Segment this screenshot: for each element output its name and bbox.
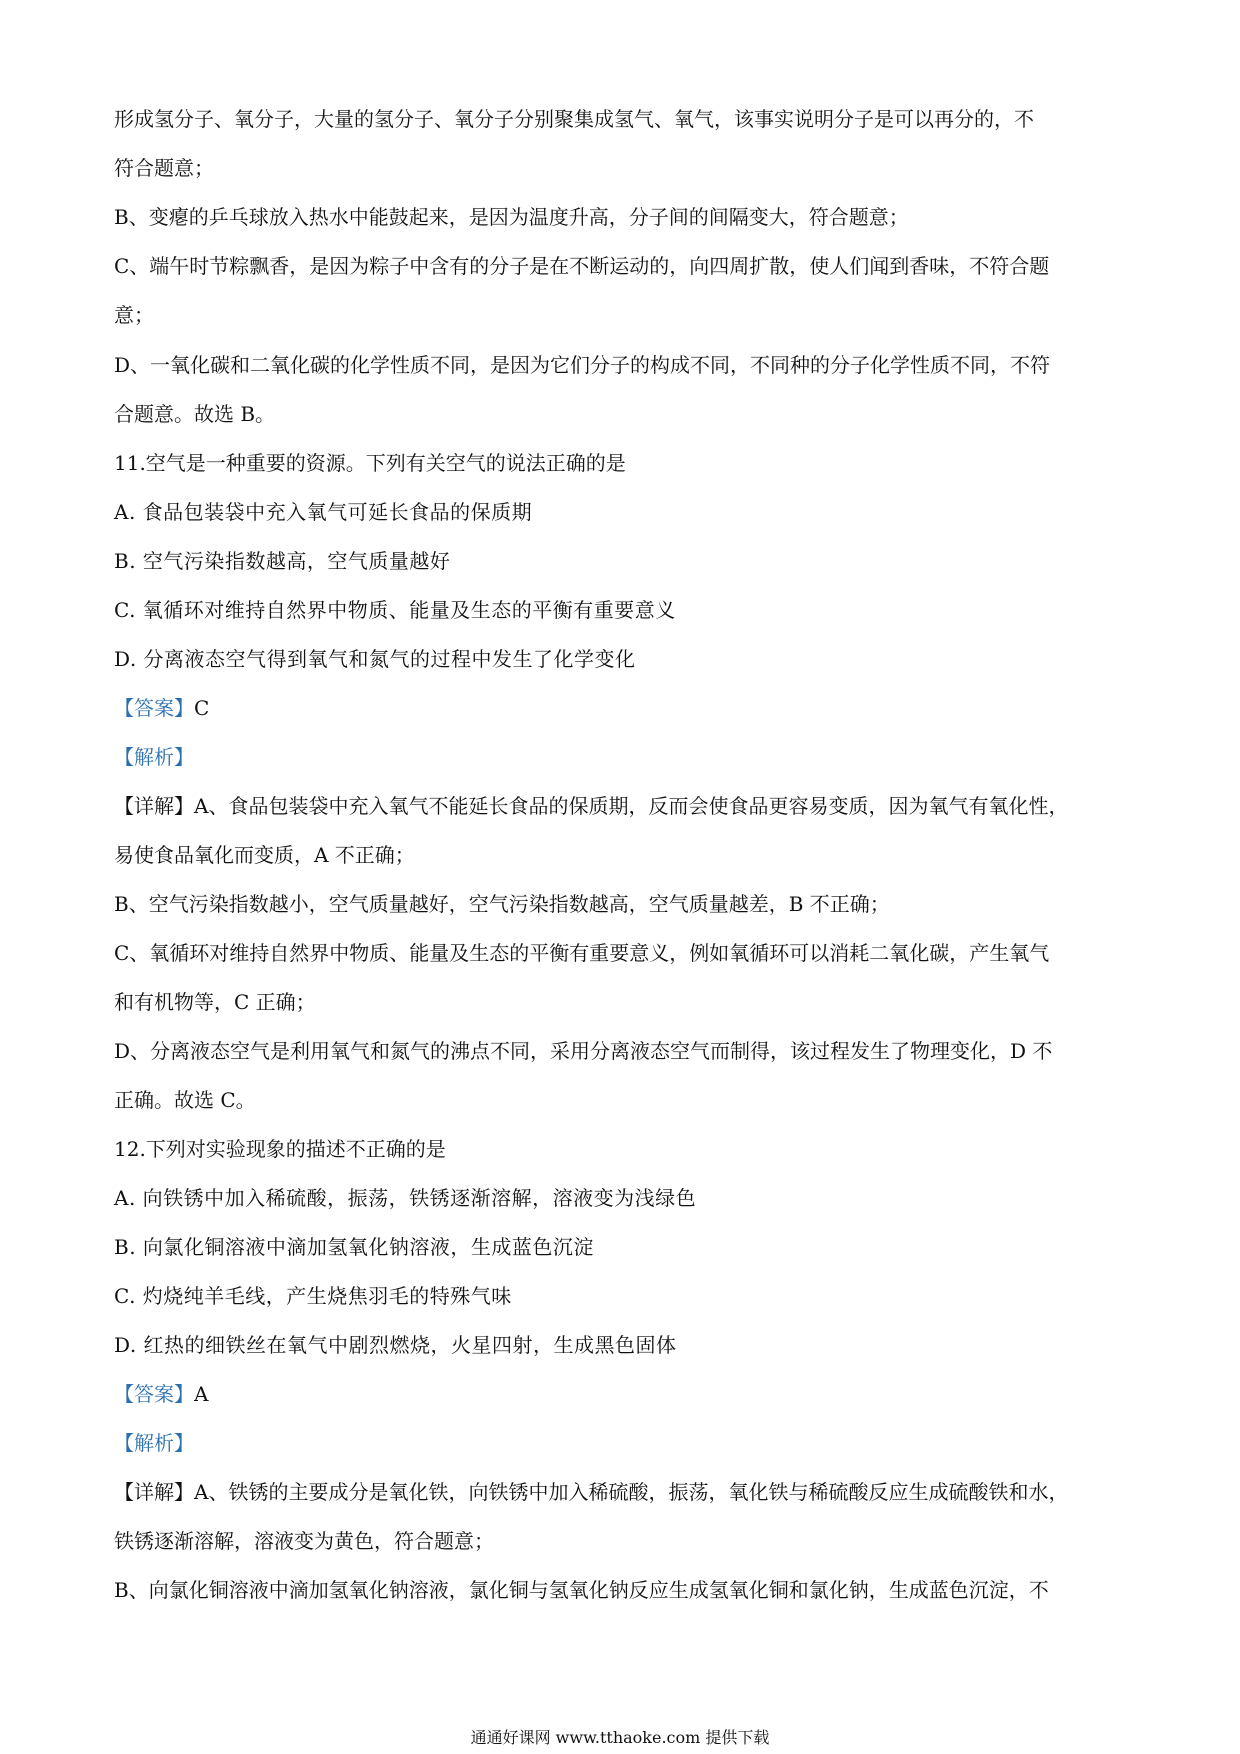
detail-line: B、向氯化铜溶液中滴加氢氧化钠溶液，氯化铜与氢氧化钠反应生成氢氧化铜和氯化钠，生成蓝色沉淀，不: [114, 1578, 1049, 1602]
detail-line: 正确。故选 C。: [114, 1088, 256, 1112]
option-a: A. 向铁锈中加入稀硫酸，振荡，铁锈逐渐溶解，溶液变为浅绿色: [114, 1186, 697, 1210]
detail-line: D、分离液态空气是利用氧气和氮气的沸点不同，采用分离液态空气而制得，该过程发生了物理变化，D 不: [114, 1039, 1053, 1063]
page-footer: 通通好课网 www.tthaoke.com 提供下载: [470, 1728, 770, 1747]
text-line: D、一氧化碳和二氧化碳的化学性质不同，是因为它们分子的构成不同，不同种的分子化学性质不同，不符: [114, 353, 1051, 377]
detail-tag: 【详解】: [114, 1480, 194, 1504]
answer-value: A: [194, 1382, 209, 1406]
answer-tag: 【答案】: [114, 696, 194, 720]
answer-line: [114, 1381, 1134, 1407]
detail-line: B、空气污染指数越小，空气质量越好，空气污染指数越高，空气质量越差，B 不正确；: [114, 892, 890, 916]
option-d: D. 分离液态空气得到氧气和氮气的过程中发生了化学变化: [114, 647, 636, 671]
analysis-tag: 【解析】: [114, 745, 194, 769]
detail-line: C、氧循环对维持自然界中物质、能量及生态的平衡有重要意义，例如氧循环可以消耗二氧化碳，产生氧气: [114, 941, 1050, 965]
answer-line: [114, 695, 1134, 721]
option-b: B. 空气污染指数越高，空气质量越好: [114, 549, 451, 573]
option-c: C. 灼烧纯羊毛线，产生烧焦羽毛的特殊气味: [114, 1284, 512, 1308]
option-c: C. 氧循环对维持自然界中物质、能量及生态的平衡有重要意义: [114, 598, 676, 622]
detail-line: 和有机物等，C 正确；: [114, 990, 316, 1014]
answer-value: C: [194, 696, 210, 720]
text-line: C、端午时节粽飘香，是因为粽子中含有的分子是在不断运动的，向四周扩散，使人们闻到香味，不符合题: [114, 254, 1050, 278]
detail-line: 易使食品氧化而变质，A 不正确；: [114, 843, 415, 867]
text-line: 符合题意；: [114, 156, 214, 180]
detail-line: 【详解】A、食品包装袋中充入氧气不能延长食品的保质期，反而会使食品更容易变质，因为氧气有氧化性，: [114, 794, 1069, 818]
detail-tag: 【详解】: [114, 794, 194, 818]
question-stem-12: 12.下列对实验现象的描述不正确的是: [114, 1137, 446, 1161]
analysis-tag: 【解析】: [114, 1431, 194, 1455]
text-line: B、变瘪的乒乓球放入热水中能鼓起来，是因为温度升高，分子间的间隔变大，符合题意；: [114, 205, 909, 229]
option-d: D. 红热的细铁丝在氧气中剧烈燃烧，火星四射，生成黑色固体: [114, 1333, 677, 1357]
detail-line: 【详解】A、铁锈的主要成分是氧化铁，向铁锈中加入稀硫酸，振荡，氧化铁与稀硫酸反应生成硫酸铁和水，: [114, 1480, 1069, 1504]
text-line: 形成氢分子、氧分子，大量的氢分子、氧分子分别聚集成氢气、氧气，该事实说明分子是可以再分的，不: [114, 107, 1034, 131]
question-stem-11: 11.空气是一种重要的资源。下列有关空气的说法正确的是: [114, 451, 626, 475]
option-b: B. 向氯化铜溶液中滴加氢氧化钠溶液，生成蓝色沉淀: [114, 1235, 594, 1259]
text-line: 合题意。故选 B。: [114, 402, 276, 426]
option-a: A. 食品包装袋中充入氧气可延长食品的保质期: [114, 500, 533, 524]
answer-tag: 【答案】: [114, 1382, 194, 1406]
text-line: 意；: [114, 303, 154, 327]
detail-line: 铁锈逐渐溶解，溶液变为黄色，符合题意；: [114, 1529, 494, 1553]
